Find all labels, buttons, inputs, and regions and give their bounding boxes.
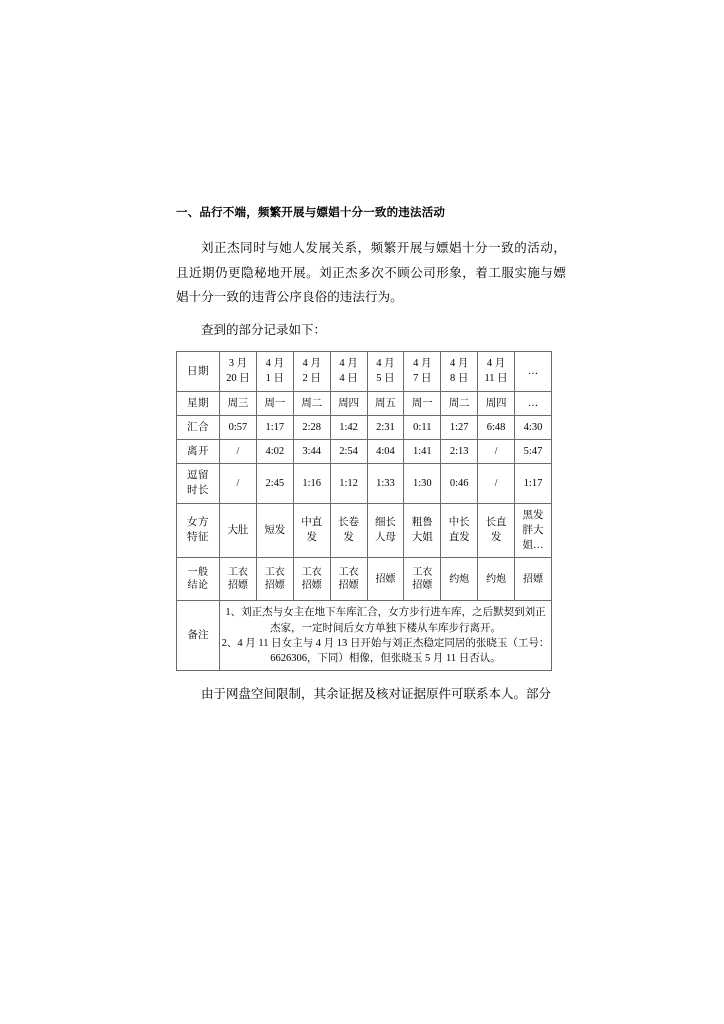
cell: 1:17 (515, 464, 552, 503)
table-row (177, 352, 552, 391)
records-table (176, 351, 552, 671)
cell: 周二 (293, 391, 330, 415)
note-line: 1、刘正杰与女主在地下车库汇合，女方步行进车库，之后默契到刘正杰家，一定时间后女方单独下楼从车库步行离开。 (225, 607, 546, 634)
row-header-weekday: 星期 (177, 391, 220, 415)
records-table-body (177, 352, 552, 671)
row-header-date: 日期 (177, 352, 220, 391)
table-row (177, 464, 552, 503)
row-header-meet: 汇合 (177, 415, 220, 439)
table-row (177, 415, 552, 439)
table-row (177, 503, 552, 558)
cell: / (478, 440, 515, 464)
cell: 粗鲁 大姐 (404, 503, 441, 558)
cell: 1:27 (441, 415, 478, 439)
cell: 2:45 (256, 464, 293, 503)
document-content (176, 205, 566, 707)
table-row (177, 440, 552, 464)
cell: 大肚 (220, 503, 257, 558)
cell: 约炮 (478, 558, 515, 601)
body-paragraph-1: 刘正杰同时与她人发展关系，频繁开展与嫖娼十分一致的活动，且近期仍更隐秘地开展。刘正杰多次不顾公司形象，着工服实施与嫖娼十分一致的违背公序良俗的违法行为。 (176, 241, 566, 304)
cell: 招嫖 (367, 558, 404, 601)
cell: 工衣 招嫖 (293, 558, 330, 601)
cell: 5:47 (515, 440, 552, 464)
cell: 0:57 (220, 415, 257, 439)
cell: 工衣 招嫖 (404, 558, 441, 601)
cell: 周二 (441, 391, 478, 415)
note-line: 2、4 月 11 日女主与 4 月 13 日开始与刘正杰稳定同居的张晓玉（工号：6626306，下同）相像，但张晓玉 5 月 11 日否认。 (221, 637, 550, 664)
cell: 1:42 (330, 415, 367, 439)
cell: 中长 直发 (441, 503, 478, 558)
cell: 3 月 20 日 (220, 352, 257, 391)
cell: 工衣 招嫖 (330, 558, 367, 601)
table-row (177, 558, 552, 601)
cell: 工衣 招嫖 (256, 558, 293, 601)
cell: 1:33 (367, 464, 404, 503)
cell: 2:28 (293, 415, 330, 439)
cell: 周一 (256, 391, 293, 415)
cell: 1:17 (256, 415, 293, 439)
closing-paragraph: 由于网盘空间限制，其余证据及核对证据原件可联系本人。部分 (201, 687, 552, 702)
cell: 工衣 招嫖 (220, 558, 257, 601)
cell: / (478, 464, 515, 503)
notes-cell (220, 601, 552, 671)
cell: 短发 (256, 503, 293, 558)
cell: 1:12 (330, 464, 367, 503)
cell: 黑发 胖大 姐… (515, 503, 552, 558)
row-header-notes: 备注 (177, 601, 220, 671)
cell: 长直 发 (478, 503, 515, 558)
cell: 2:13 (441, 440, 478, 464)
cell: 4 月 5 日 (367, 352, 404, 391)
cell: 4:04 (367, 440, 404, 464)
cell: 4:30 (515, 415, 552, 439)
cell: … (515, 391, 552, 415)
cell: 2:54 (330, 440, 367, 464)
row-header-features: 女方 特征 (177, 503, 220, 558)
cell: … (515, 352, 552, 391)
cell: 细长 人母 (367, 503, 404, 558)
cell: 1:30 (404, 464, 441, 503)
cell: 4 月 4 日 (330, 352, 367, 391)
table-intro: 查到的部分记录如下： (201, 323, 327, 338)
row-header-leave: 离开 (177, 440, 220, 464)
cell: 4 月 7 日 (404, 352, 441, 391)
cell: 4 月 11 日 (478, 352, 515, 391)
cell: 4 月 8 日 (441, 352, 478, 391)
cell: / (220, 464, 257, 503)
cell: 0:46 (441, 464, 478, 503)
cell: / (220, 440, 257, 464)
cell: 1:16 (293, 464, 330, 503)
row-header-duration: 逗留 时长 (177, 464, 220, 503)
row-header-conclusion: 一般 结论 (177, 558, 220, 601)
cell: 周五 (367, 391, 404, 415)
cell: 周一 (404, 391, 441, 415)
cell: 1:41 (404, 440, 441, 464)
cell: 4:02 (256, 440, 293, 464)
cell: 中直 发 (293, 503, 330, 558)
cell: 周四 (478, 391, 515, 415)
cell: 6:48 (478, 415, 515, 439)
cell: 0:11 (404, 415, 441, 439)
cell: 2:31 (367, 415, 404, 439)
table-row (177, 391, 552, 415)
cell: 长卷 发 (330, 503, 367, 558)
cell: 3:44 (293, 440, 330, 464)
cell: 招嫖 (515, 558, 552, 601)
cell: 4 月 2 日 (293, 352, 330, 391)
cell: 4 月 1 日 (256, 352, 293, 391)
table-row-notes (177, 601, 552, 671)
section-heading: 一、品行不端，频繁开展与嫖娼十分一致的违法活动 (176, 207, 446, 219)
cell: 周三 (220, 391, 257, 415)
cell: 约炮 (441, 558, 478, 601)
cell: 周四 (330, 391, 367, 415)
